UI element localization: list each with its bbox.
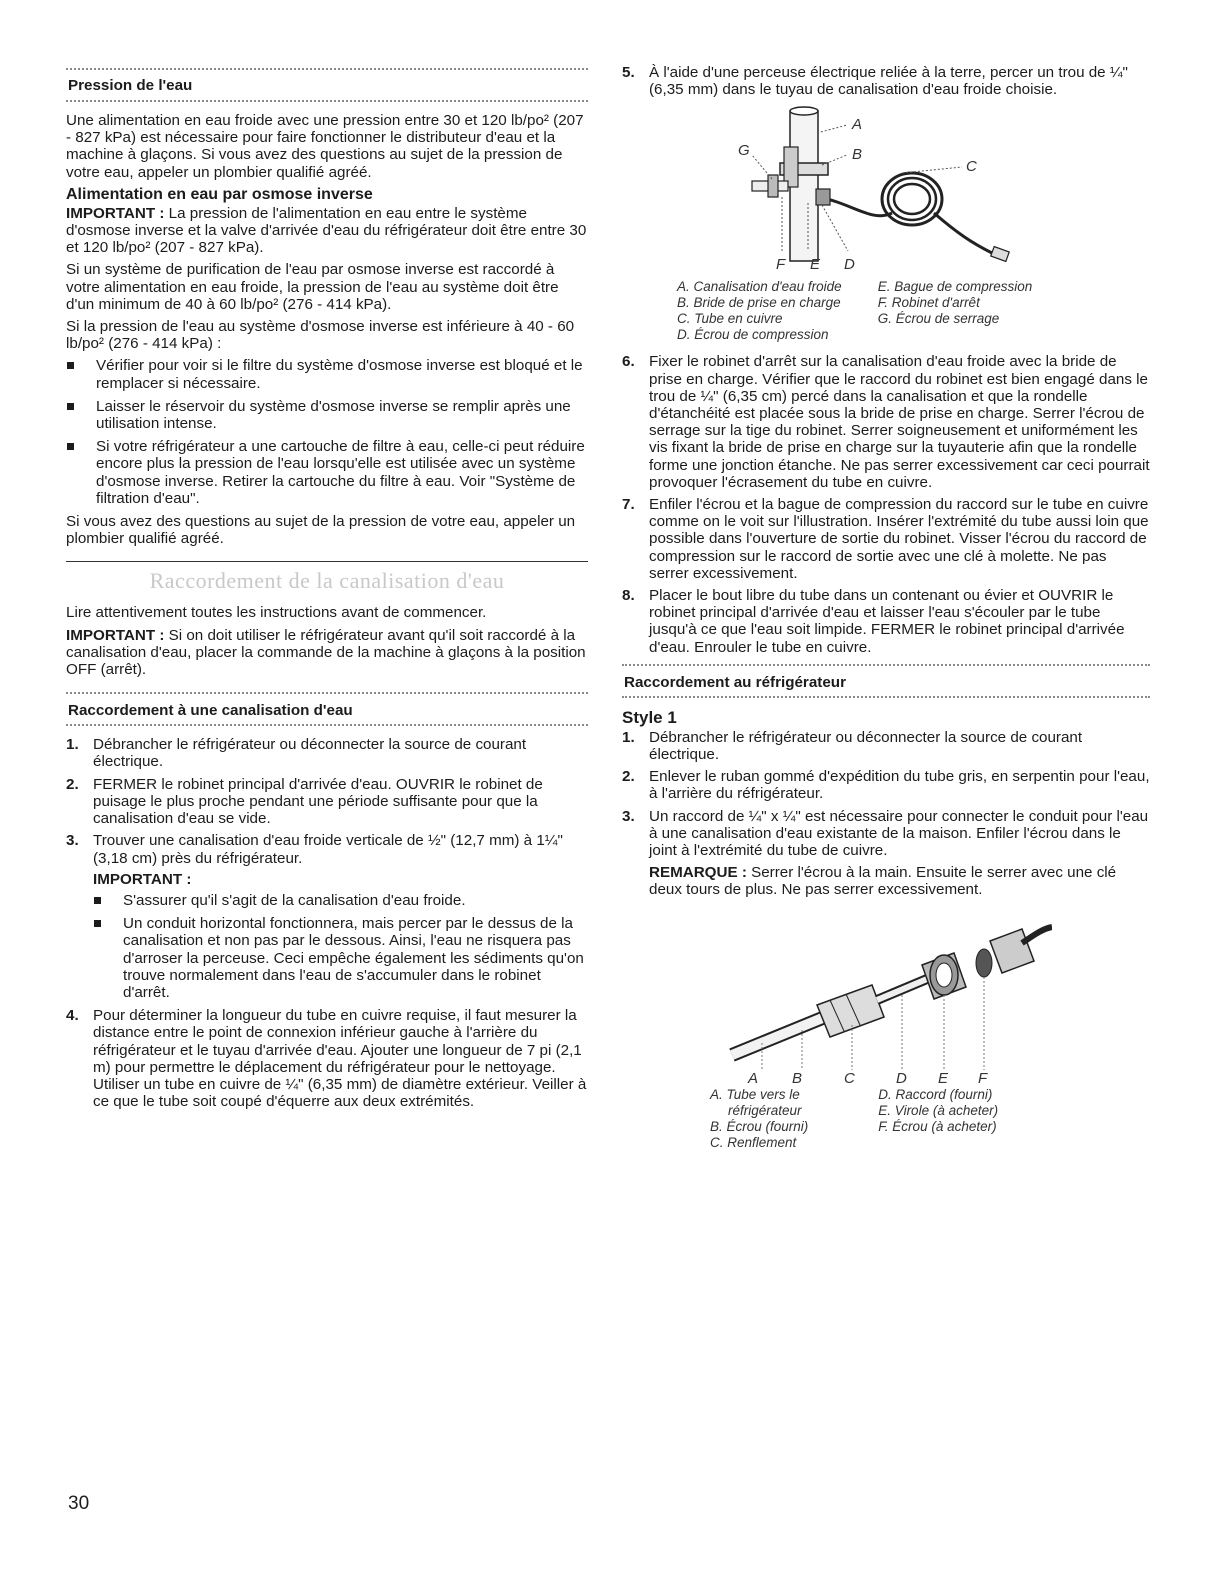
- fig2-letter-e: E: [938, 1069, 949, 1085]
- caption-c: C. Renflement: [710, 1134, 797, 1150]
- step-number: 5.: [622, 64, 635, 81]
- frig-title: Raccordement au réfrigérateur: [624, 673, 846, 691]
- caption-c: C. Tube en cuivre: [677, 311, 783, 327]
- osmose-paragraph-2: Si un système de purification de l'eau par osmose inverse est raccordé à votre alimentation en eau froide, la pression de l'eau au système doit être d'un minimum de 40 à 60 lb/po² (276 - 414 kPa).: [66, 261, 559, 313]
- caption-column: [878, 1087, 998, 1151]
- important-label: IMPORTANT :: [66, 204, 165, 222]
- caption-a-cont: réfrigérateur: [728, 1102, 802, 1118]
- bullet-text: Laisser le réservoir du système d'osmose inverse se remplir après une utilisation intense.: [96, 397, 571, 433]
- section-divider: [66, 561, 588, 562]
- step-text: Pour déterminer la longueur du tube en cuivre requise, il faut mesurer la distance entre le point de connexion inférieur gauche à l'arrière du réfrigérateur et le tuyau d'arrivée d'eau. Ajouter une longueur de 7 pi (2,1 m) pour permettre le déplacement du réfrigérateur pour le nettoyage. Utiliser un tube en cuivre de ¼" (6,35 mm) de diamètre extérieur. Veiller à ce que le tube soit coupé d'équerre aux deux extrémités.: [93, 1007, 587, 1111]
- step-number: 2.: [66, 775, 79, 793]
- dotted-rule: [66, 100, 588, 102]
- fig2-letter-c: C: [844, 1069, 855, 1085]
- osmose-important: [66, 205, 588, 257]
- caption-e: E. Virole (à acheter): [878, 1102, 999, 1118]
- bullet-square-icon: [94, 897, 101, 904]
- osmose-paragraph-4: Si vous avez des questions au sujet de la pression de votre eau, appeler un plombier qualifié agréé.: [66, 513, 576, 548]
- bullet-square-icon: [67, 443, 74, 450]
- bullet-square-icon: [67, 362, 74, 369]
- step-text: Trouver une canalisation d'eau froide verticale de ½" (12,7 mm) à 1¼" (3,18 cm) près du réfrigérateur.: [93, 832, 563, 867]
- fig1-letter-d: D: [844, 256, 855, 274]
- canal-title: Raccordement à une canalisation d'eau: [68, 702, 353, 720]
- pression-title: Pression de l'eau: [68, 77, 193, 94]
- fig2-letter-b: B: [792, 1069, 803, 1085]
- fitting-diagram: [722, 905, 1052, 1085]
- bullet-text: Un conduit horizontal fonctionnera, mais percer par le dessus de la canalisation et non pas par le dessous. Ainsi, l'eau ne risquera pas d'arroser la perceuse. Ceci empêche également les sédiments qu'on trouve normalement dans l'eau de s'accumuler dans le robinet d'arrêt.: [123, 915, 584, 1001]
- step-item: [66, 1007, 588, 1110]
- bullet-text: S'assurer qu'il s'agit de la canalisation d'eau froide.: [123, 891, 466, 909]
- caption-d: D. Écrou de compression: [677, 327, 829, 343]
- step3-important-label: IMPORTANT :: [93, 870, 192, 888]
- bullet-text: Vérifier pour voir si le filtre du système d'osmose inverse est bloqué et le remplacer si nécessaire.: [96, 357, 583, 392]
- step-text: Débrancher le réfrigérateur ou déconnecter la source de courant électrique.: [93, 736, 527, 771]
- caption-b: B. Écrou (fourni): [710, 1118, 809, 1134]
- right-steps: [622, 353, 1150, 655]
- step-item: [622, 496, 1150, 582]
- style-title: Style 1: [622, 707, 677, 727]
- step-text: Enfiler l'écrou et la bague de compression du raccord sur le tube en cuivre comme on le voit sur l'illustration. Insérer l'extrémité du tube aussi loin que possible dans l'ouverture de sortie du robinet. Visser l'écrou du raccord de compression sur le raccord de sortie avec une clé à molette. Ne pas serrer excessivement.: [649, 496, 1149, 582]
- step-item: [622, 64, 1150, 98]
- caption-column: [710, 1087, 808, 1151]
- pression-heading-block: [66, 68, 588, 102]
- fig1-letter-e: E: [810, 256, 821, 274]
- important-text: Si on doit utiliser le réfrigérateur avant qu'il soit raccordé à la canalisation d'eau, placer la commande de la machine à glaçons à la position OFF (arrêt).: [66, 626, 586, 679]
- dotted-rule: [622, 696, 1150, 698]
- step-number: 7.: [622, 496, 635, 514]
- remarque: [649, 864, 1150, 898]
- fig1-letter-b: B: [852, 146, 863, 164]
- list-item: [93, 915, 588, 1001]
- caption-f: F. Robinet d'arrêt: [877, 295, 980, 311]
- step-number: 3.: [622, 807, 635, 825]
- fitting-figure: [722, 905, 1150, 1085]
- fig1-letter-a: A: [852, 116, 863, 134]
- list-item: [66, 398, 588, 432]
- remarque-label: REMARQUE :: [649, 864, 747, 882]
- right-steps-top: [622, 64, 1150, 98]
- list-item: [66, 357, 588, 391]
- osmose-bullet-list: [66, 357, 588, 507]
- step-text: Placer le bout libre du tube dans un contenant ou évier et OUVRIR le robinet principal d'arrivée d'eau et laisser l'eau s'écouler par le tube jusqu'à ce que l'eau soit limpide. FERMER le robinet principal d'arrivée d'eau. Enrouler le tube en cuivre.: [649, 587, 1125, 656]
- step-number: 1.: [622, 728, 635, 746]
- valve-figure: [672, 103, 1150, 273]
- caption-a: A. Canalisation d'eau froide: [677, 279, 842, 295]
- valve-diagram: [672, 103, 1092, 273]
- step-text: Enlever le ruban gommé d'expédition du tube gris, en serpentin pour l'eau, à l'arrière du réfrigérateur.: [649, 768, 1150, 803]
- list-item: [66, 438, 588, 507]
- canal-heading-block: [66, 692, 588, 726]
- fig1-letter-f: F: [776, 256, 786, 274]
- step-text: Fixer le robinet d'arrêt sur la canalisation d'eau froide avec la bride de prise en charge. Vérifier que le raccord du robinet est bien engagé dans le trou de ¼" (6,35 cm) percé dans la canalisation et que la rondelle d'étanchéité est placée sous la bride de prise en charge. Serrer l'écrou de serrage sur la tige du robinet. Serrer soigneusement et uniformément les vis fixant la bride de prise en charge sur la tuyauterie afin que la rondelle forme une jonction étanche. Ne pas serrer excessivement car ceci pourrait provoquer l'écrasement du tube en cuivre.: [649, 353, 1150, 491]
- fig2-letter-f: F: [978, 1069, 988, 1085]
- frig-heading-block: [622, 664, 1150, 698]
- page-number: 30: [68, 1493, 90, 1514]
- caption-b: B. Bride de prise en charge: [677, 295, 841, 311]
- caption-column: [677, 279, 842, 343]
- bullet-square-icon: [67, 403, 74, 410]
- step-number: 3.: [66, 832, 79, 850]
- step-number: 8.: [622, 587, 635, 605]
- list-item: [93, 892, 588, 909]
- step-item: [622, 808, 1150, 899]
- step-item: [622, 768, 1150, 802]
- valve-figure-captions: [677, 279, 1150, 343]
- step-item: [66, 832, 588, 1001]
- step-item: [622, 353, 1150, 491]
- caption-d: D. Raccord (fourni): [878, 1086, 993, 1102]
- caption-column: [878, 279, 1033, 343]
- section-paragraph: Lire attentivement toutes les instructions avant de commencer.: [66, 604, 487, 622]
- step-item: [622, 729, 1150, 763]
- section-title: Raccordement de la canalisation d'eau: [149, 568, 505, 594]
- bullet-square-icon: [94, 920, 101, 927]
- caption-f: F. Écrou (à acheter): [878, 1118, 997, 1134]
- caption-e: E. Bague de compression: [877, 279, 1033, 295]
- fig1-letter-g: G: [738, 142, 750, 160]
- pression-paragraph: Une alimentation en eau froide avec une pression entre 30 et 120 lb/po² (207 - 827 kPa) est nécessaire pour faire fonctionner le distributeur d'eau et la machine à glaçons. Si vous avez des questions au sujet de la pression de votre eau, appeler un plombier qualifié agréé.: [66, 112, 584, 181]
- right-column: [622, 64, 1150, 1151]
- section-important: [66, 627, 588, 679]
- fig2-letter-a: A: [748, 1069, 759, 1085]
- step-number: 1.: [66, 736, 79, 754]
- step-text: Débrancher le réfrigérateur ou déconnecter la source de courant électrique.: [649, 728, 1083, 764]
- step-number: 2.: [622, 768, 635, 786]
- step-text: FERMER le robinet principal d'arrivée d'eau. OUVRIR le robinet de puisage le plus proche pendant une période suffisante pour que la canalisation d'eau se vide.: [93, 775, 543, 828]
- left-column: [66, 58, 588, 1115]
- step-item: [66, 776, 588, 828]
- step3-bullet-list: [93, 892, 588, 1001]
- remarque-text: Serrer l'écrou à la main. Ensuite le serrer avec une clé deux tours de plus. Ne pas serrer excessivement.: [649, 864, 1117, 899]
- fitting-figure-captions: [710, 1087, 1150, 1151]
- step-text: Un raccord de ¼" x ¼" est nécessaire pour connecter le conduit pour l'eau à une canalisation d'eau existante de la maison. Enfiler l'écrou dans le joint à l'extrémité du tube de cuivre.: [649, 807, 1149, 860]
- step-item: [66, 736, 588, 770]
- fig1-letter-c: C: [966, 158, 977, 176]
- fig2-letter-d: D: [896, 1069, 907, 1085]
- step-number: 4.: [66, 1007, 79, 1025]
- dotted-rule: [66, 724, 588, 726]
- important-text: La pression de l'alimentation en eau entre le système d'osmose inverse et la valve d'arrivée d'eau du réfrigérateur doit être entre 30 et 120 lb/po² (207 - 827 kPa).: [66, 204, 587, 257]
- step-item: [622, 587, 1150, 656]
- step-number: 6.: [622, 353, 635, 371]
- caption-a: A. Tube vers le: [710, 1086, 800, 1102]
- step-text: À l'aide d'une perceuse électrique reliée à la terre, percer un trou de ¼" (6,35 mm) dans le tuyau de canalisation d'eau froide choisie.: [649, 64, 1128, 99]
- bullet-text: Si votre réfrigérateur a une cartouche de filtre à eau, celle-ci peut réduire encore plus la pression de l'eau lorsqu'elle est utilisée avec un système d'osmose inverse. Retirer la cartouche du filtre à eau. Voir "Système de filtration d'eau".: [96, 438, 585, 507]
- canal-steps: [66, 736, 588, 1110]
- style-steps: [622, 729, 1150, 899]
- caption-g: G. Écrou de serrage: [877, 311, 1000, 327]
- osmose-title: Alimentation en eau par osmose inverse: [66, 185, 373, 203]
- important-label: IMPORTANT :: [66, 626, 165, 644]
- osmose-paragraph-3: Si la pression de l'eau au système d'osmose inverse est inférieure à 40 - 60 lb/po² (276 - 414 kPa) :: [66, 318, 575, 353]
